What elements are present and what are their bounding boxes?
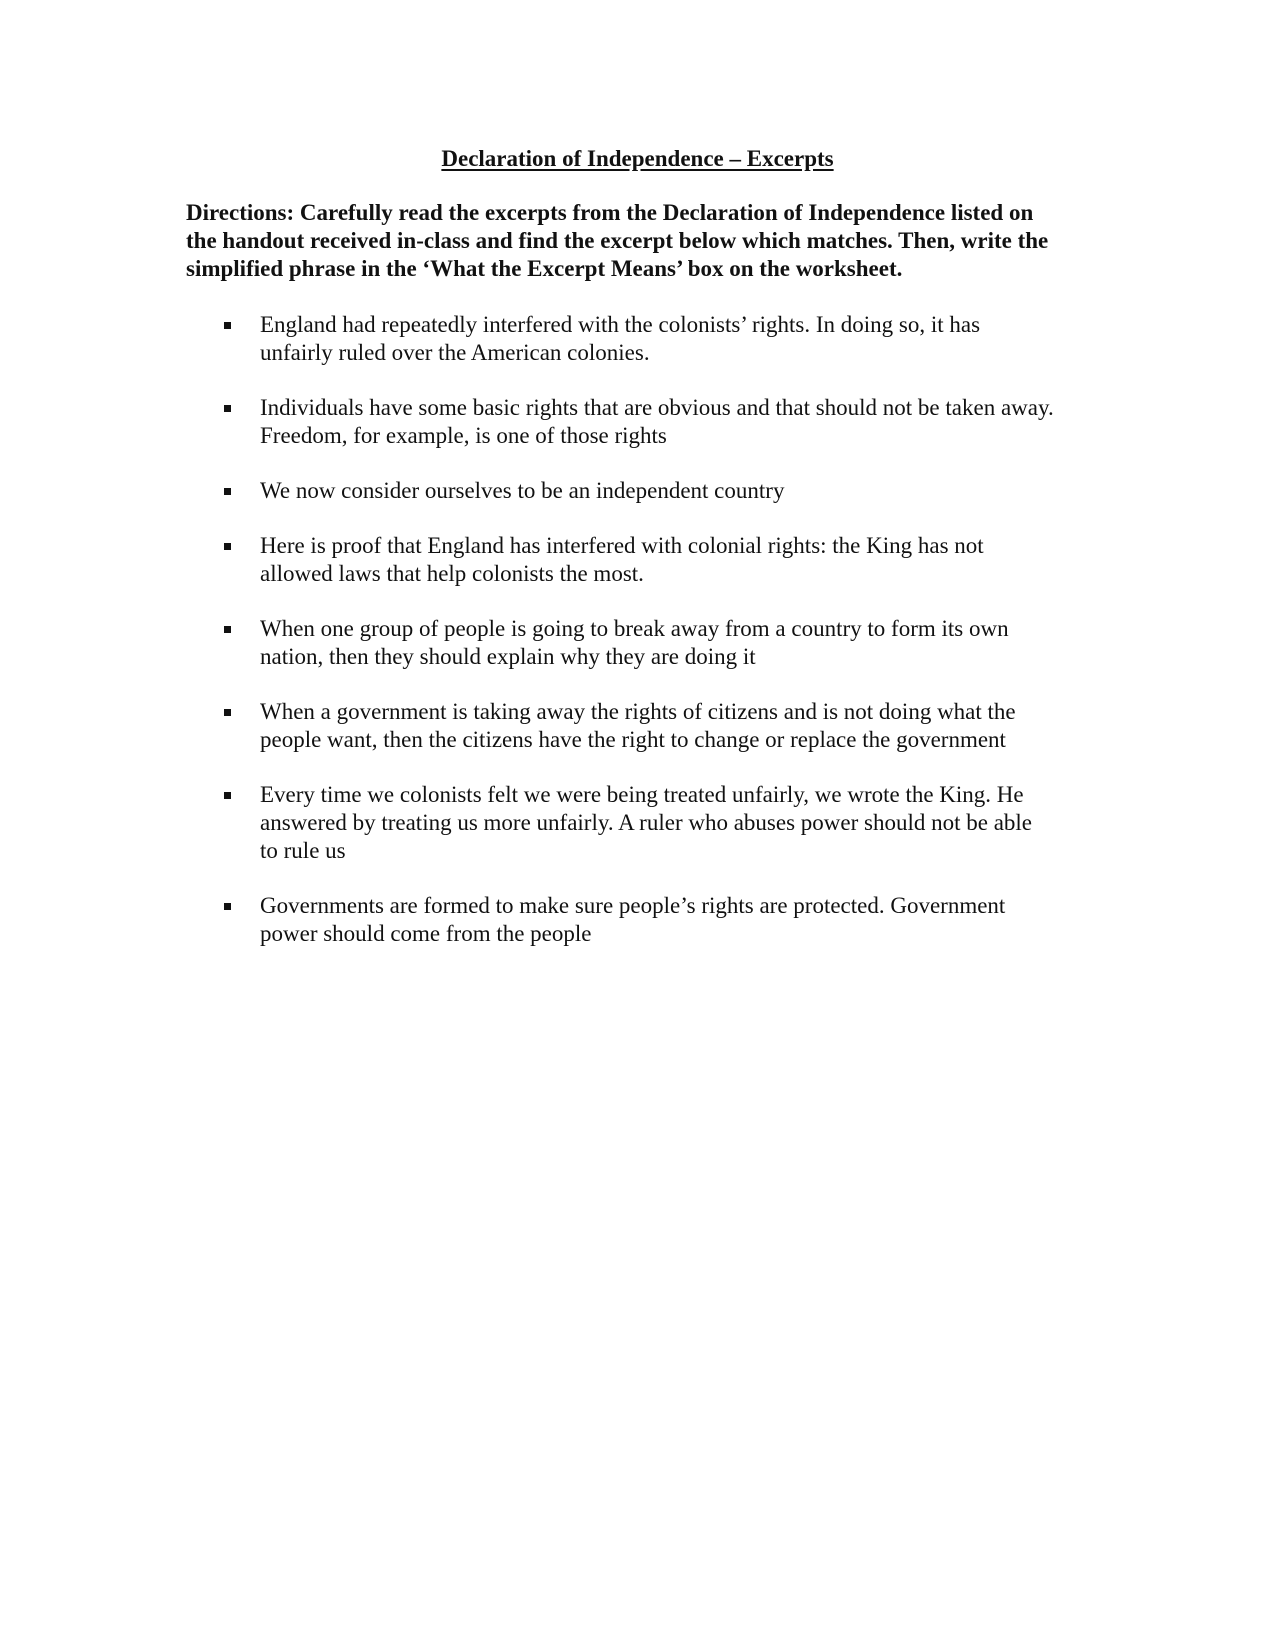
- excerpt-item: [186, 781, 1055, 865]
- excerpt-item: [186, 698, 1055, 754]
- excerpt-text: Governments are formed to make sure people’s rights are protected. Government power should come from the people: [260, 892, 1006, 946]
- excerpt-item: [186, 532, 1055, 588]
- page-title: Declaration of Independence – Excerpts: [441, 146, 834, 171]
- excerpt-item: [186, 311, 1055, 367]
- excerpt-item: [186, 892, 1055, 948]
- excerpt-text: England had repeatedly interfered with the colonists’ rights. In doing so, it has unfairly ruled over the American colonies.: [260, 311, 981, 365]
- excerpt-item: [186, 615, 1055, 671]
- excerpt-item: [186, 394, 1055, 450]
- square-bullet-icon: [224, 903, 231, 910]
- square-bullet-icon: [224, 405, 231, 412]
- excerpt-text: Every time we colonists felt we were being treated unfairly, we wrote the King. He answered by treating us more unfairly. A ruler who abuses power should not be able to rule us: [260, 781, 1033, 863]
- excerpt-text: We now consider ourselves to be an independent country: [260, 477, 785, 503]
- excerpt-item: [186, 477, 1055, 505]
- excerpt-list: [186, 311, 1055, 948]
- excerpt-text: Individuals have some basic rights that are obvious and that should not be taken away. Freedom, for example, is one of those rights: [260, 394, 1054, 448]
- square-bullet-icon: [224, 792, 231, 799]
- excerpt-text: Here is proof that England has interfered with colonial rights: the King has not allowed laws that help colonists the most.: [260, 532, 984, 586]
- square-bullet-icon: [224, 709, 231, 716]
- excerpt-text: When a government is taking away the rights of citizens and is not doing what the people want, then the citizens have the right to change or replace the government: [260, 698, 1016, 752]
- square-bullet-icon: [224, 543, 231, 550]
- square-bullet-icon: [224, 626, 231, 633]
- square-bullet-icon: [224, 488, 231, 495]
- excerpt-text: When one group of people is going to break away from a country to form its own nation, then they should explain why they are doing it: [260, 615, 1009, 669]
- square-bullet-icon: [224, 322, 231, 329]
- directions-text: Directions: Carefully read the excerpts from the Declaration of Independence listed on the handout received in-class and find the excerpt below which matches. Then, write the simplified phrase in the ‘What the Excerpt Means’ box on the worksheet.: [186, 199, 1049, 281]
